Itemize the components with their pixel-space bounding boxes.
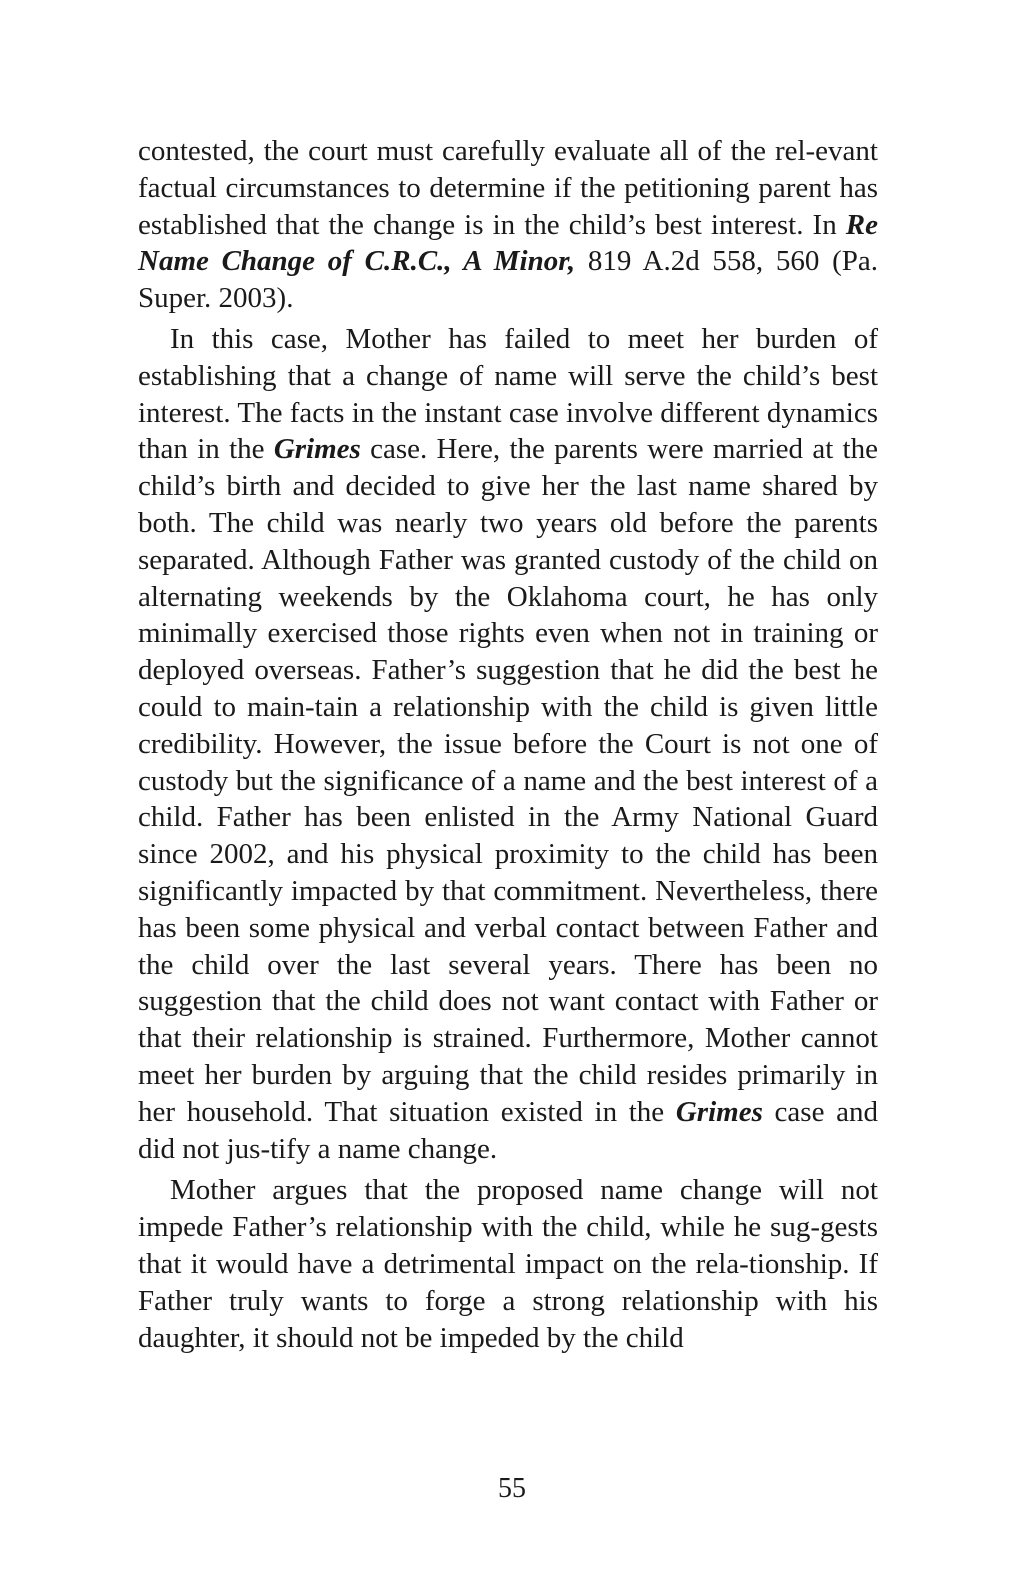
paragraph-3-text: Mother argues that the proposed name change will not impede Father’s relationship with the child, while he sug-gests that it would have a detrimental impact on the rela-tionship. If Father truly wants to forge a strong relationship with his daughter, it should not be impeded by the child [138,1174,878,1354]
paragraph-2-text-part-1: In this case, Mother has failed to meet her burden of establishing that a change of name will serve the child’s best interest. The facts in the instant case involve different dynamics than in the [138,322,878,466]
paragraph-3 [138,1172,878,1356]
document-body [138,133,878,1356]
case-citation-crc: Re Name Change of C.R.C., A Minor, [138,208,878,278]
paragraph-2-text-part-2: case. Here, the parents were married at the child’s birth and decided to give her the last name shared by both. The child was nearly two years old before the parents separated. Although Father was granted custody of the child on alternating weekends by the Oklahoma court, he has only minimally exercised those rights even when not in training or deployed overseas. Father’s suggestion that he did the best he could to main-tain a relationship with the child is given little credibility. However, the issue before the Court is not one of custody but the significance of a name and the best interest of a child. Father has been enlisted in the Army National Guard since 2002, and his physical proximity to the child has been significantly impacted by that commitment. Nevertheless, there has been some physical and verbal contact between Father and the child over the last several years. There has been no suggestion that the child does not want contact with Father or that their relationship is strained. Furthermore, Mother cannot meet her burden by arguing that the child resides primarily in her household. That situation existed in the [138,433,878,1128]
paragraph-2 [138,321,878,1167]
paragraph-2-text-part-3: case and did not jus-tify a name change. [138,1095,878,1165]
page-number: 55 [498,1473,526,1504]
case-citation-grimes: Grimes [273,433,361,466]
paragraph-1-text-start: contested, the court must carefully evaluate all of the rel-evant factual circumstances to determine if the petitioning parent has established that the change is in the child’s best interest. In [138,135,878,241]
case-citation-grimes-second: Grimes [675,1095,763,1128]
paragraph-1 [138,133,878,317]
paragraph-1-text-end: 819 A.2d 558, 560 (Pa. Super. 2003). [138,245,878,315]
